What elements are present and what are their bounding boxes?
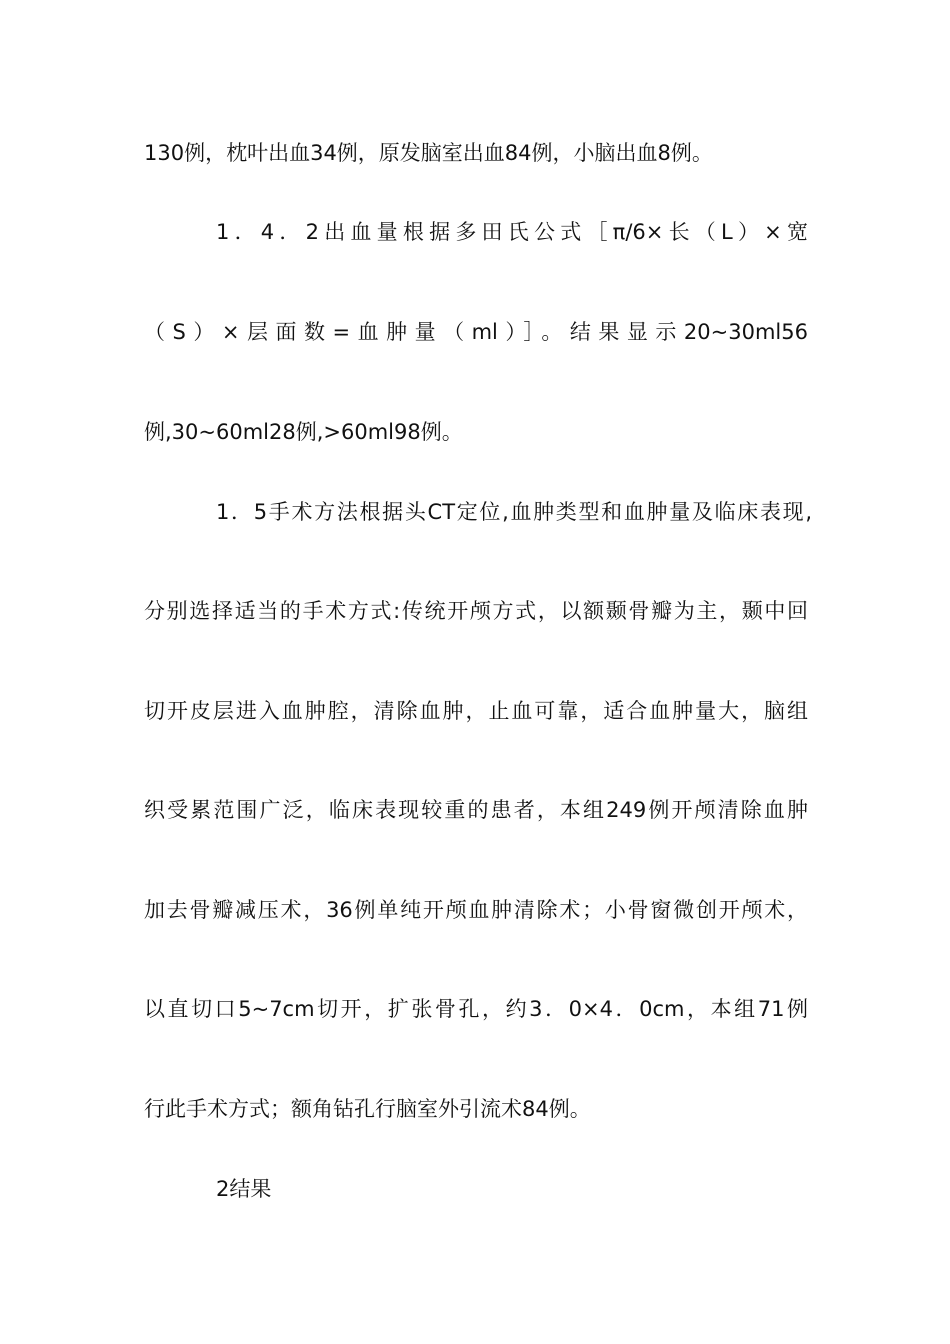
text-line-10: 以直切口5~7cm切开，扩张骨孔，约3．0×4．0cm，本组71例 [144, 997, 808, 1021]
section-heading-results: 2结果 [216, 1177, 272, 1201]
text-line-11: 行此手术方式；额角钻孔行脑室外引流术84例。 [144, 1097, 591, 1121]
text-line-4: 例,30~60ml28例,>60ml98例。 [144, 420, 463, 444]
section-1-4-2-line: 1．4．2出血量根据多田氏公式［π/6×长（L）×宽 [216, 220, 808, 244]
text-line-9: 加去骨瓣减压术，36例单纯开颅血肿清除术；小骨窗微创开颅术， [144, 898, 808, 922]
text-line-8: 织受累范围广泛，临床表现较重的患者，本组249例开颅清除血肿 [144, 798, 808, 822]
text-line-6: 分别选择适当的手术方式:传统开颅方式，以额颞骨瓣为主，颞中回 [144, 599, 808, 623]
text-line-7: 切开皮层进入血肿腔，清除血肿，止血可靠，适合血肿量大，脑组 [144, 699, 808, 723]
text-line-1: 130例，枕叶出血34例，原发脑室出血84例，小脑出血8例。 [144, 141, 713, 165]
text-line-3: （S）×层面数=血肿量（ml）］。结果显示20~30ml56 [144, 320, 808, 344]
section-1-5-line: 1．5手术方法根据头CT定位,血肿类型和血肿量及临床表现, [216, 500, 812, 524]
